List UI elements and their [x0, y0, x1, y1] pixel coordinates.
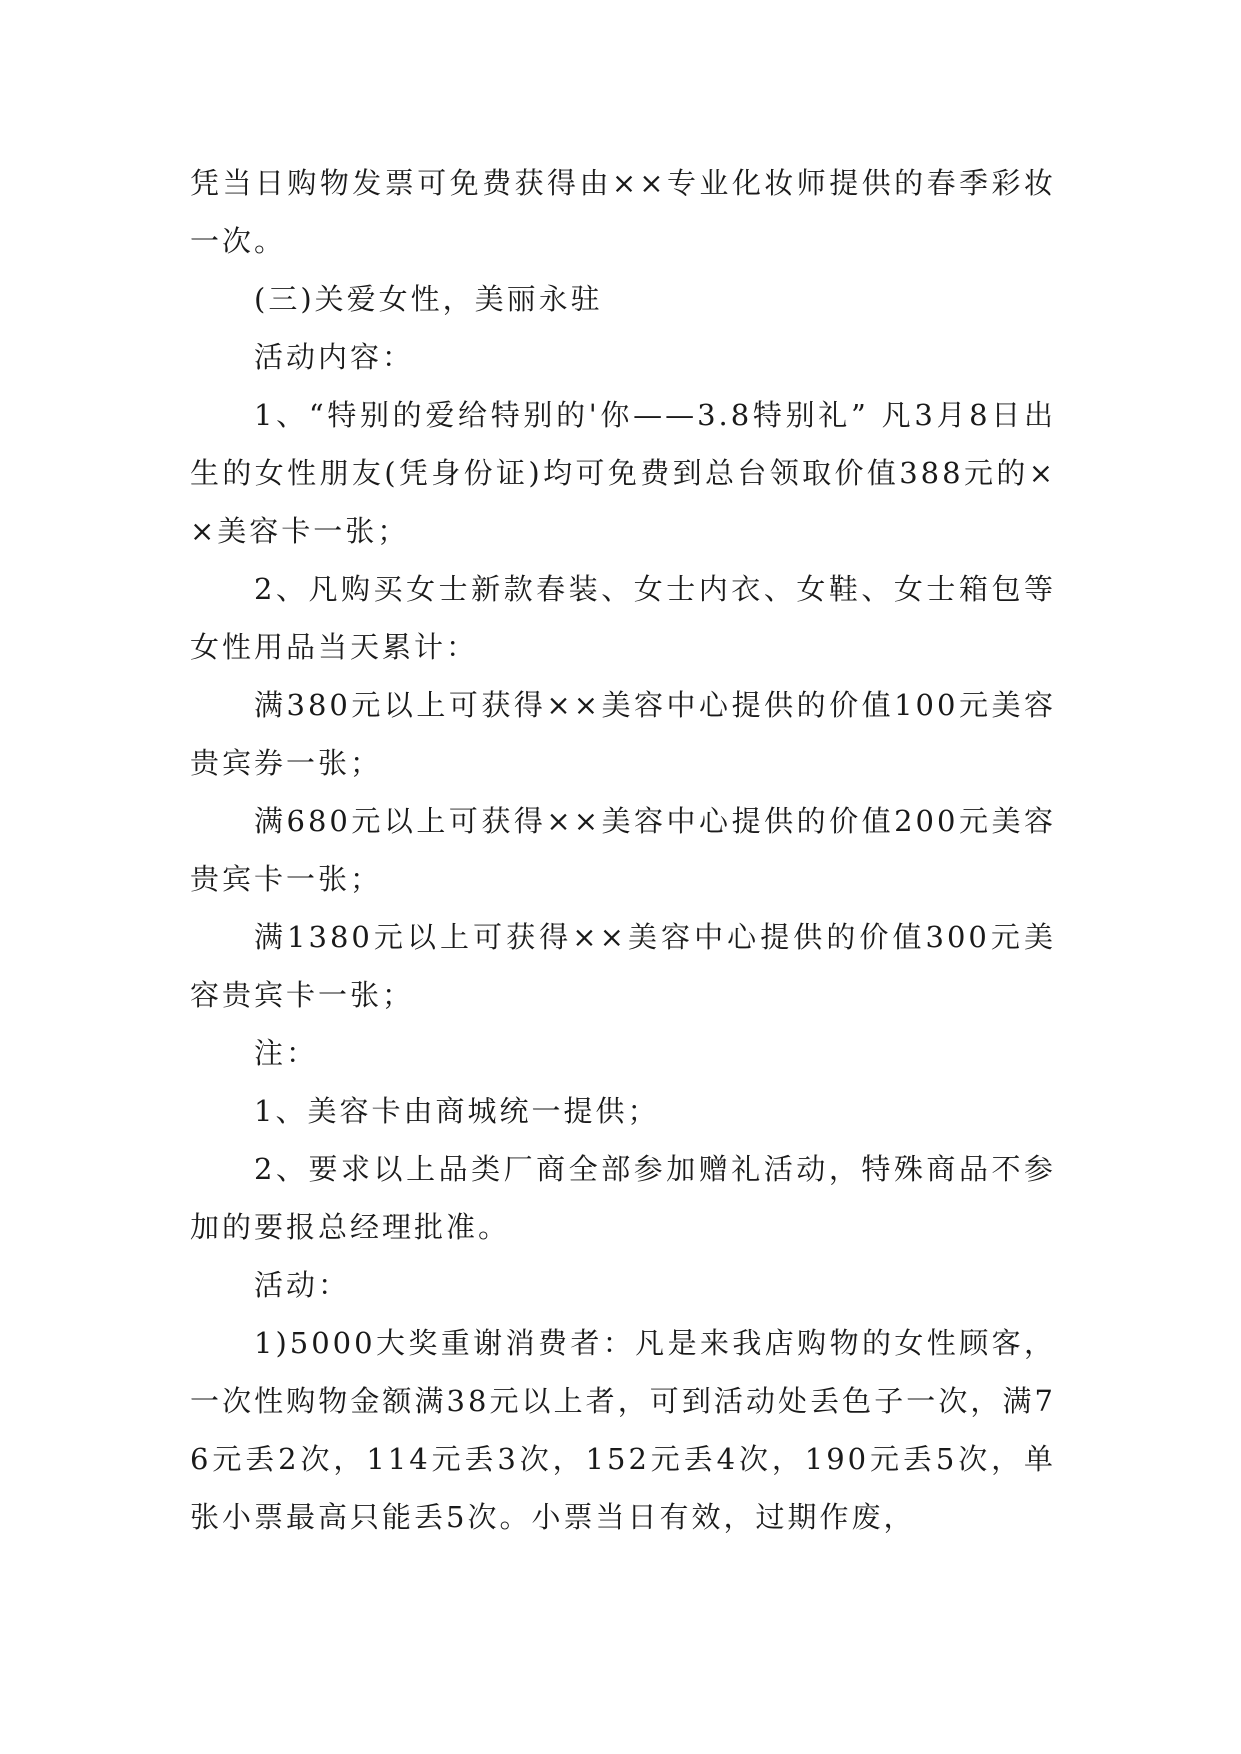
reward-tier-1380: 满1380元以上可获得××美容中心提供的价值300元美容贵宾卡一张； [190, 920, 1056, 1012]
paragraph-makeup-offer: 凭当日购物发票可免费获得由××专业化妆师提供的春季彩妆一次。 [190, 166, 1056, 258]
section-heading-care-for-women: (三)关爱女性，美丽永驻 [254, 282, 603, 316]
paragraph-dice-prize: 1)5000大奖重谢消费者：凡是来我店购物的女性顾客，一次性购物金额满38元以上者，可到活动处丢色子一次，满76元丢2次，114元丢3次，152元丢4次，190元丢5次，单张小票最高只能丢5次。小票当日有效，过期作废， [190, 1326, 1056, 1534]
paragraph-birthday-gift: 1、“特别的爱给特别的'你——3.8特别礼” 凡3月8日出生的女性朋友(凭身份证)均可免费到总台领取价值388元的××美容卡一张； [190, 398, 1056, 548]
note-item-1: 1、美容卡由商城统一提供； [254, 1094, 660, 1128]
activity-content-label: 活动内容： [254, 340, 415, 374]
reward-tier-680: 满680元以上可获得××美容中心提供的价值200元美容贵宾卡一张； [190, 804, 1056, 896]
note-item-2: 2、要求以上品类厂商全部参加赠礼活动，特殊商品不参加的要报总经理批准。 [190, 1152, 1056, 1244]
activity-label: 活动： [254, 1268, 351, 1302]
reward-tier-380: 满380元以上可获得××美容中心提供的价值100元美容贵宾券一张； [190, 688, 1056, 780]
document-body [190, 154, 1056, 1546]
paragraph-purchase-accumulation: 2、凡购买女士新款春装、女士内衣、女鞋、女士箱包等女性用品当天累计： [190, 572, 1056, 664]
note-label: 注： [254, 1036, 319, 1070]
